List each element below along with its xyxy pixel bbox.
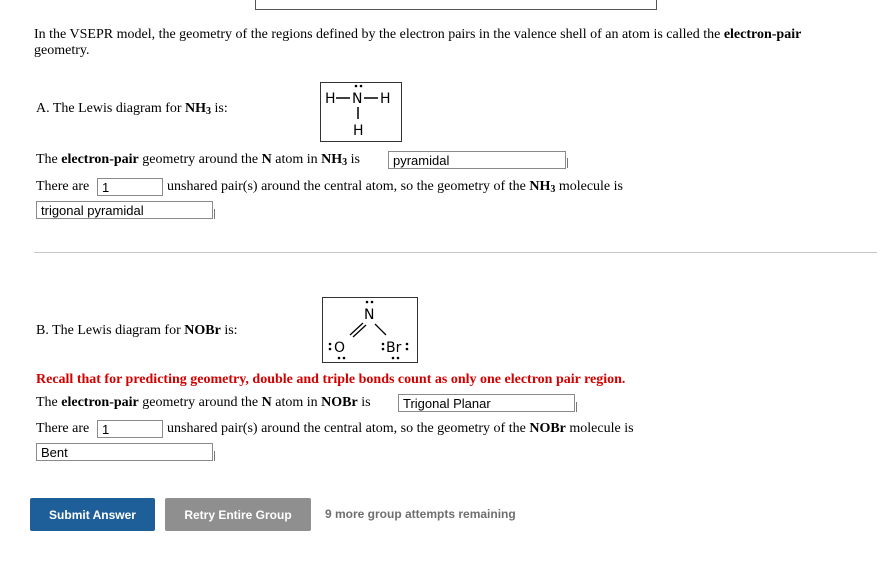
nobr-br-lone-pair-dot	[392, 357, 395, 360]
part-b-unshared-input[interactable]	[97, 420, 163, 438]
part-b-unshared-line	[167, 421, 634, 437]
part-a-epg-line	[36, 152, 360, 168]
attempts-remaining-text: 9 more group attempts remaining	[325, 507, 516, 521]
part-a-epg-suffix: is	[350, 152, 360, 167]
part-b-epg-bold: electron-pair	[61, 395, 139, 410]
part-a-geometry-tick	[214, 209, 215, 219]
intro-bold-term: electron-pair	[723, 27, 802, 42]
part-a-geom-molecule-sub: 3	[550, 184, 556, 195]
lewis-nh3-svg	[321, 83, 401, 141]
nobr-o-lone-pair-dot	[338, 357, 341, 360]
part-a-epg-prefix: The	[36, 152, 58, 167]
nobr-atom-n: N	[364, 307, 375, 323]
lewis-diagram-nh3	[320, 82, 402, 142]
part-a-unshared-text: unshared pair(s) around the central atom, so the geometry of the	[167, 179, 526, 194]
part-b-molecule: NOBr	[184, 323, 221, 338]
nh3-lone-pair-dot	[355, 85, 358, 88]
nh3-atom-h-left: H	[325, 91, 336, 107]
intro-paragraph	[34, 27, 874, 59]
nobr-n-lone-pair-dot	[366, 301, 369, 304]
part-a-heading	[36, 101, 228, 117]
nobr-n-lone-pair-dot	[371, 301, 374, 304]
nobr-o-lone-pair-dot	[329, 348, 332, 351]
part-b-geometry-tick	[214, 451, 215, 461]
nobr-br-lone-pair-dot	[382, 343, 385, 346]
part-a-epg-tick	[567, 158, 568, 168]
nobr-o-lone-pair-dot	[343, 357, 346, 360]
section-divider	[34, 252, 877, 253]
part-b-unshared-text: unshared pair(s) around the central atom, so the geometry of the	[167, 421, 526, 436]
nobr-atom-br: Br	[386, 340, 402, 356]
part-b-epg-molecule: NOBr	[321, 395, 358, 410]
part-a-epg-middle: geometry around the	[142, 152, 259, 167]
part-a-there-are: There are	[36, 179, 90, 194]
part-b-molecule-word: molecule is	[569, 421, 634, 436]
part-b-heading	[36, 323, 238, 339]
lewis-nobr-svg	[323, 298, 417, 362]
part-a-molecule: NH	[185, 101, 207, 116]
nobr-single-bond	[375, 324, 386, 335]
nh3-lone-pair-dot	[360, 85, 363, 88]
nobr-o-lone-pair-dot	[329, 343, 332, 346]
part-a-epg-atom: N	[261, 152, 272, 167]
recall-warning: Recall that for predicting geometry, double and triple bonds count as only one electron pair region.	[36, 372, 626, 387]
nobr-br-lone-pair-dot	[382, 348, 385, 351]
part-b-there-are: There are	[36, 421, 90, 436]
part-a-geometry-input[interactable]	[36, 201, 213, 219]
part-b-epg-prefix: The	[36, 395, 58, 410]
part-b-epg-middle: geometry around the	[142, 395, 259, 410]
part-a-epg-mid2: atom in	[275, 152, 318, 167]
intro-text-end: geometry.	[34, 43, 90, 58]
nobr-br-lone-pair-dot	[397, 357, 400, 360]
retry-entire-group-button[interactable]: Retry Entire Group	[165, 498, 311, 531]
intro-text: In the VSEPR model, the geometry of the regions defined by the electron pairs in the valence shell of an atom is called the	[34, 27, 721, 42]
part-b-epg-input[interactable]	[398, 394, 575, 412]
nh3-atom-h-right: H	[380, 91, 391, 107]
part-a-unshared-input[interactable]	[97, 178, 163, 196]
part-a-molecule-sub: 3	[206, 106, 212, 117]
part-a-unshared-line	[167, 179, 623, 195]
part-b-epg-line	[36, 395, 371, 411]
part-b-epg-mid2: atom in	[275, 395, 318, 410]
part-a-heading-suffix: is:	[214, 101, 228, 116]
nobr-br-lone-pair-dot	[406, 343, 409, 346]
part-b-epg-suffix: is	[361, 395, 371, 410]
part-a-molecule-word: molecule is	[558, 179, 623, 194]
part-a-epg-molecule: NH	[321, 152, 343, 167]
nobr-atom-o: O	[334, 340, 346, 356]
part-b-epg-tick	[576, 402, 577, 412]
part-a-heading-text: A. The Lewis diagram for	[36, 101, 182, 116]
lewis-diagram-nobr	[322, 297, 418, 363]
nh3-atom-n: N	[352, 91, 363, 107]
submit-answer-button[interactable]: Submit Answer	[30, 498, 155, 531]
nobr-br-lone-pair-dot	[406, 348, 409, 351]
part-a-geom-molecule: NH	[529, 179, 551, 194]
part-a-epg-molecule-sub: 3	[342, 157, 348, 168]
part-a-epg-bold: electron-pair	[61, 152, 139, 167]
part-b-epg-atom: N	[261, 395, 272, 410]
nh3-atom-h-bottom: H	[353, 123, 364, 139]
part-b-heading-text: B. The Lewis diagram for	[36, 323, 181, 338]
part-b-geom-molecule: NOBr	[529, 421, 566, 436]
part-b-geometry-input[interactable]	[36, 443, 213, 461]
previous-answer-box	[255, 0, 657, 10]
part-b-heading-suffix: is:	[224, 323, 238, 338]
part-a-epg-input[interactable]	[388, 151, 566, 169]
